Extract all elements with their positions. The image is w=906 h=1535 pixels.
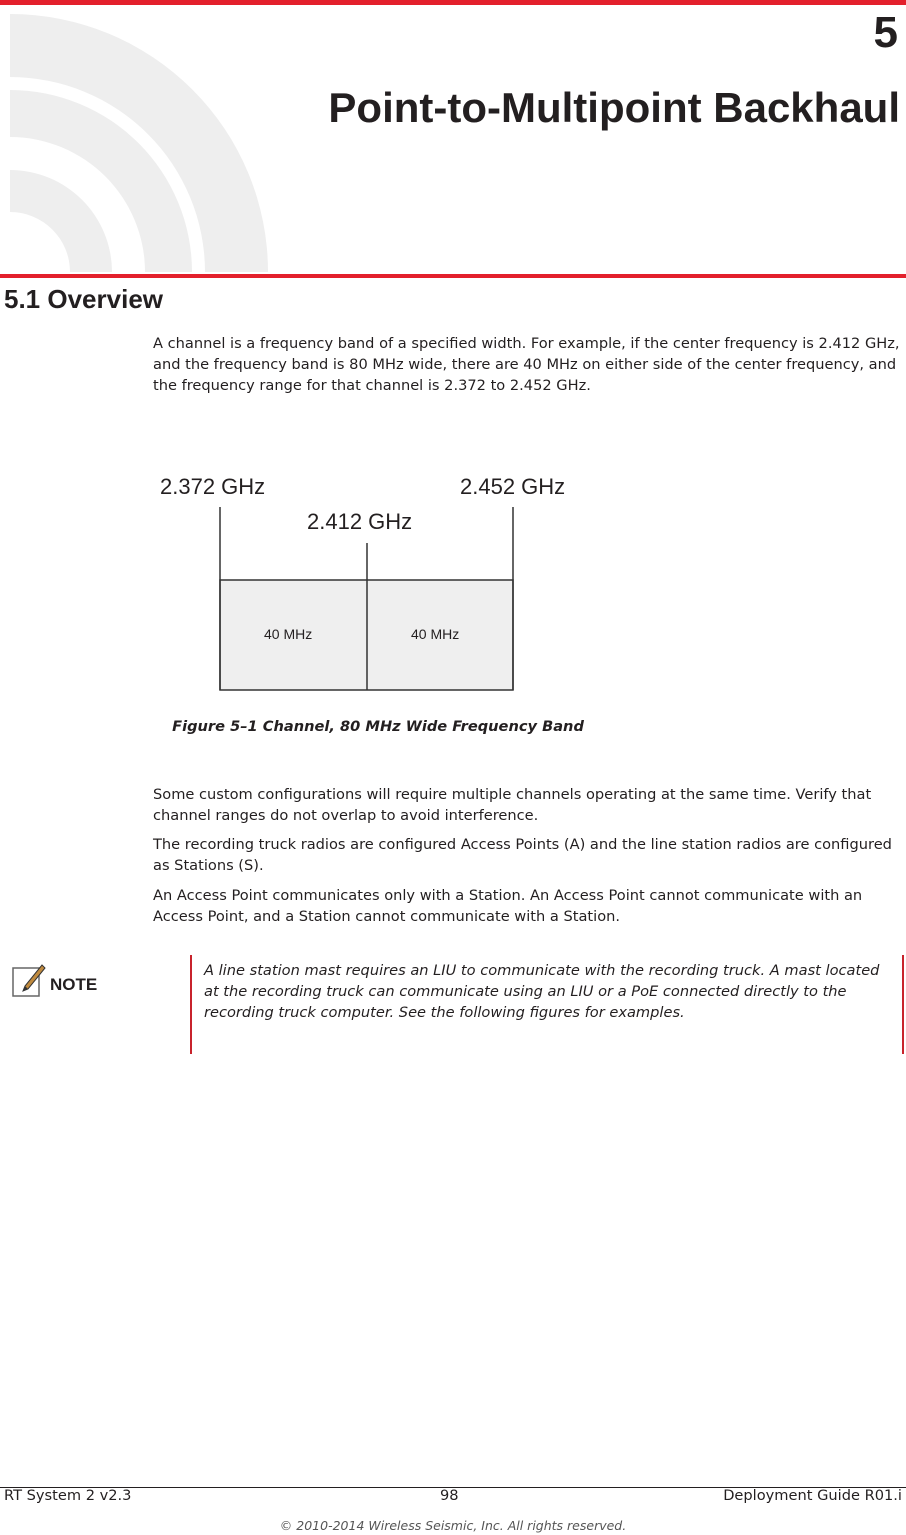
paragraph-access-point-rules: An Access Point communicates only with a Station. An Access Point cannot communicate with an Access Point, and a Station cannot communicate with a Station. xyxy=(153,887,863,925)
channel-band-figure xyxy=(150,465,590,700)
wave-arc-outer xyxy=(10,14,268,272)
note-label: NOTE xyxy=(50,975,98,994)
wireless-waves-decoration xyxy=(0,0,280,272)
paragraph-radio-configuration: The recording truck radios are configured Access Points (A) and the line station radios are configured as Stations (S). xyxy=(153,836,892,874)
label-low-frequency: 2.372 GHz xyxy=(160,474,266,499)
band-left-label: 40 MHz xyxy=(264,626,313,642)
section-rule xyxy=(0,274,906,278)
footer-document-title: Deployment Guide R01.i xyxy=(723,1487,902,1504)
chapter-title: Point-to-Multipoint Backhaul xyxy=(328,84,900,131)
footer-page-number: 98 xyxy=(440,1487,459,1504)
section-heading: 5.1 Overview xyxy=(4,284,163,314)
footer-product: RT System 2 v2.3 xyxy=(4,1487,132,1504)
wave-arc-inner xyxy=(10,170,112,272)
note-text: A line station mast requires an LIU to communicate with the recording truck. A mast located at the recording truck can communicate using an LIU or a PoE connected directly to the recording truck computer. See the following figures for examples. xyxy=(204,962,880,1021)
pencil-note-icon xyxy=(12,963,46,999)
chapter-number: 5 xyxy=(873,8,898,57)
band-right-label: 40 MHz xyxy=(411,626,460,642)
figure-caption: Figure 5–1 Channel, 80 MHz Wide Frequency Band xyxy=(172,718,584,735)
copyright-notice: © 2010-2014 Wireless Seismic, Inc. All rights reserved. xyxy=(279,1518,627,1533)
paragraph-custom-configurations: Some custom configurations will require multiple channels operating at the same time. Verify that channel ranges do not overlap to avoid interference. xyxy=(153,786,872,824)
intro-paragraph: A channel is a frequency band of a specified width. For example, if the center frequency is 2.412 GHz, and the frequency band is 80 MHz wide, there are 40 MHz on either side of the center frequency, and the frequency range for that channel is 2.372 to 2.452 GHz. xyxy=(153,335,900,394)
label-high-frequency: 2.452 GHz xyxy=(460,474,566,499)
label-center-frequency: 2.412 GHz xyxy=(307,509,413,534)
